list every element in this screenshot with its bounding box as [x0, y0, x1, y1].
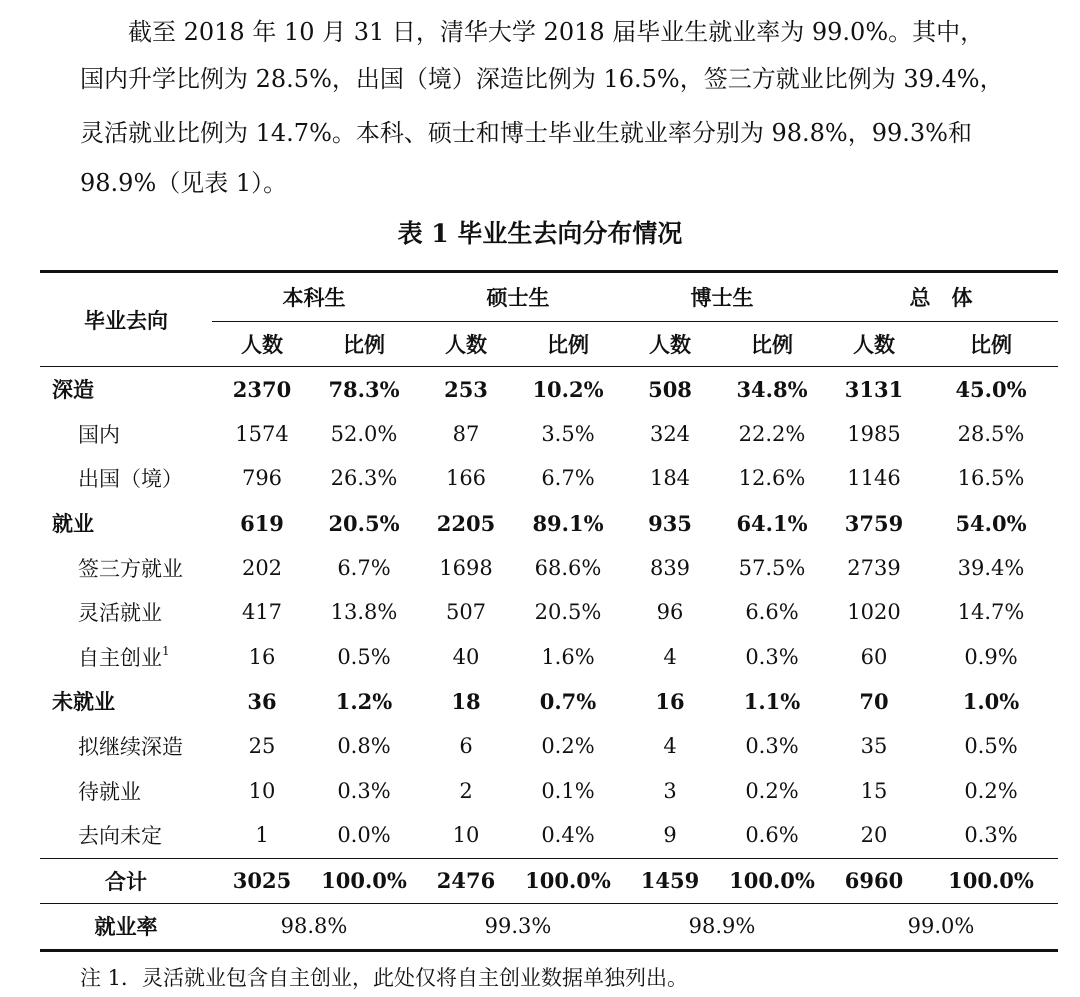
- table-cell: 0.5%: [337, 644, 391, 669]
- row-label: [40, 679, 212, 724]
- row-label: [40, 813, 212, 858]
- row-label-text: 就业: [52, 511, 94, 537]
- table-cell: 6.6%: [745, 600, 799, 625]
- table-cell: 4: [663, 644, 677, 669]
- row-label-text: 自主创业: [78, 645, 162, 670]
- table-cell: 0.6%: [745, 823, 799, 848]
- total-cell: 1459: [620, 858, 720, 904]
- table-cell: 3759: [844, 510, 904, 536]
- table-cell: 796: [241, 466, 283, 491]
- table-row: [40, 679, 1058, 724]
- count-header: 人数: [853, 332, 895, 357]
- table-cell: 64.1%: [736, 510, 808, 536]
- table-caption: 表 1 毕业生去向分布情况: [397, 219, 683, 248]
- table-cell: 184: [649, 466, 691, 491]
- table-row: [40, 813, 1058, 858]
- paragraph-line: 98.9%（见表 1）。: [80, 169, 288, 197]
- table-cell: 35: [860, 734, 888, 759]
- total-cell: 100.0%: [312, 858, 416, 904]
- table-cell: 1985: [847, 421, 901, 446]
- table-cell: 0.1%: [541, 778, 595, 803]
- row-label-text: 出国（境）: [78, 467, 183, 492]
- table-cell: 1020: [847, 600, 901, 625]
- group-header-overall: 总 体: [824, 272, 1058, 322]
- table-cell: 1.2%: [335, 688, 393, 714]
- table-cell: 22.2%: [738, 421, 806, 446]
- table-cell: 13.8%: [330, 600, 398, 625]
- table-row: [40, 501, 1058, 546]
- table-row: [40, 635, 1058, 680]
- table-cell: 6.7%: [541, 466, 595, 491]
- table-cell: 1698: [439, 555, 493, 580]
- row-label-text: 未就业: [52, 689, 115, 715]
- group-header-undergrad: 本科生: [212, 272, 416, 322]
- table-row: [40, 590, 1058, 635]
- table-cell: 15: [860, 778, 888, 803]
- table-cell: 202: [241, 555, 283, 580]
- table-cell: 0.2%: [541, 734, 595, 759]
- table-cell: 96: [656, 600, 684, 625]
- row-label-text: 签三方就业: [78, 556, 183, 581]
- row-label: [40, 456, 212, 501]
- count-header: 人数: [445, 332, 487, 357]
- row-label-text: 待就业: [78, 779, 141, 804]
- table-cell: 0.8%: [337, 734, 391, 759]
- row-label: [40, 501, 212, 546]
- table-cell: 10: [452, 823, 480, 848]
- table-cell: 935: [648, 510, 692, 536]
- table-cell: 12.6%: [738, 466, 806, 491]
- table-cell: 2370: [212, 367, 312, 412]
- table-cell: 54.0%: [955, 510, 1027, 536]
- table-cell: 0.7%: [539, 688, 597, 714]
- table-body: [40, 367, 1058, 859]
- table-cell: 40: [452, 644, 480, 669]
- rate-row: [40, 904, 1058, 951]
- row-label-text: 灵活就业: [78, 601, 162, 626]
- total-cell: 100.0%: [924, 858, 1058, 904]
- table-cell: 253: [416, 367, 516, 412]
- table-cell: 78.3%: [312, 367, 416, 412]
- row-label: [40, 635, 212, 680]
- table-cell: 34.8%: [720, 367, 824, 412]
- table-cell: 4: [663, 734, 677, 759]
- table-cell: 18: [451, 688, 481, 714]
- table-cell: 16: [655, 688, 685, 714]
- total-cell: 100.0%: [720, 858, 824, 904]
- table-cell: 20.5%: [328, 510, 400, 536]
- table-cell: 0.2%: [964, 778, 1018, 803]
- table-row: [40, 456, 1058, 501]
- table-cell: 45.0%: [924, 367, 1058, 412]
- paragraph-line: 截至 2018 年 10 月 31 日，清华大学 2018 届毕业生就业率为 99.0%。其中，: [128, 18, 985, 46]
- table-cell: 839: [649, 555, 691, 580]
- table-cell: 3.5%: [541, 421, 595, 446]
- footnote-marker: 1: [162, 643, 170, 658]
- table-cell: 1.1%: [743, 688, 801, 714]
- row-label: [40, 724, 212, 769]
- row-label: [40, 545, 212, 590]
- row-label: [40, 412, 212, 457]
- rate-cell: 99.3%: [416, 904, 620, 951]
- footnote: 注 1．灵活就业包含自主创业，此处仅将自主创业数据单独列出。: [80, 966, 689, 990]
- table-cell: 2205: [436, 510, 496, 536]
- table-cell: 89.1%: [532, 510, 604, 536]
- group-header-doctor: 博士生: [620, 272, 824, 322]
- table-cell: 507: [445, 600, 487, 625]
- table-cell: 52.0%: [330, 421, 398, 446]
- paragraph-line: 灵活就业比例为 14.7%。本科、硕士和博士毕业生就业率分别为 98.8%，99.3%和: [80, 119, 972, 147]
- table-row: [40, 768, 1058, 813]
- table-row: [40, 724, 1058, 769]
- table-cell: 0.9%: [964, 644, 1018, 669]
- table-cell: 10.2%: [516, 367, 620, 412]
- total-cell: 2476: [416, 858, 516, 904]
- table-cell: 0.4%: [541, 823, 595, 848]
- table-cell: 0.3%: [337, 778, 391, 803]
- table-cell: 3: [663, 778, 677, 803]
- count-header: 人数: [649, 332, 691, 357]
- count-header: 人数: [241, 332, 283, 357]
- total-cell: 6960: [824, 858, 924, 904]
- table-cell: 68.6%: [534, 555, 602, 580]
- table-cell: 1.6%: [541, 644, 595, 669]
- table-cell: 324: [649, 421, 691, 446]
- total-row: [40, 858, 1058, 904]
- table-cell: 417: [241, 600, 283, 625]
- row-label-text: 去向未定: [78, 824, 162, 849]
- table-cell: 2: [459, 778, 473, 803]
- table-cell: 6.7%: [337, 555, 391, 580]
- table-row: [40, 367, 1058, 412]
- table-cell: 10: [248, 778, 276, 803]
- table-cell: 1: [255, 823, 269, 848]
- table-cell: 26.3%: [330, 466, 398, 491]
- table-cell: 6: [459, 734, 473, 759]
- row-label: [40, 367, 212, 412]
- table-cell: 1146: [847, 466, 901, 491]
- table-cell: 16.5%: [957, 466, 1025, 491]
- ratio-header: 比例: [751, 332, 793, 357]
- rate-cell: 99.0%: [824, 904, 1058, 951]
- table-cell: 9: [663, 823, 677, 848]
- table-row: [40, 545, 1058, 590]
- table-cell: 57.5%: [738, 555, 806, 580]
- table-cell: 60: [860, 644, 888, 669]
- row-header-label: 毕业去向: [40, 272, 212, 367]
- table-cell: 0.3%: [745, 734, 799, 759]
- rate-label: 就业率: [40, 904, 212, 951]
- ratio-header: 比例: [547, 332, 589, 357]
- destination-table: [40, 270, 1058, 952]
- total-cell: 3025: [212, 858, 312, 904]
- table-cell: 0.0%: [337, 823, 391, 848]
- table-cell: 3131: [824, 367, 924, 412]
- table-cell: 0.2%: [745, 778, 799, 803]
- total-label: 合计: [40, 858, 212, 904]
- ratio-header: 比例: [970, 332, 1012, 357]
- row-label-text: 拟继续深造: [78, 735, 183, 760]
- table-cell: 39.4%: [957, 555, 1025, 580]
- ratio-header: 比例: [343, 332, 385, 357]
- paragraph-line: 国内升学比例为 28.5%，出国（境）深造比例为 16.5%，签三方就业比例为 39.4%，: [80, 65, 1004, 93]
- total-cell: 100.0%: [516, 858, 620, 904]
- table-cell: 0.3%: [964, 823, 1018, 848]
- table-cell: 36: [247, 688, 277, 714]
- table-cell: 70: [859, 688, 889, 714]
- table-cell: 16: [248, 644, 276, 669]
- table-cell: 20: [860, 823, 888, 848]
- table-cell: 1.0%: [962, 688, 1020, 714]
- table-cell: 0.5%: [964, 734, 1018, 759]
- table-cell: 166: [445, 466, 487, 491]
- table-cell: 2739: [847, 555, 901, 580]
- table-row: [40, 412, 1058, 457]
- table-cell: 20.5%: [534, 600, 602, 625]
- row-label-text: 国内: [78, 422, 120, 447]
- table-cell: 619: [240, 510, 284, 536]
- table-cell: 0.3%: [745, 644, 799, 669]
- rate-cell: 98.8%: [212, 904, 416, 951]
- table-cell: 14.7%: [957, 600, 1025, 625]
- table-cell: 508: [620, 367, 720, 412]
- table-cell: 25: [248, 734, 276, 759]
- group-header-master: 硕士生: [416, 272, 620, 322]
- row-label-text: 深造: [52, 377, 94, 403]
- table-cell: 1574: [235, 421, 289, 446]
- row-label: [40, 590, 212, 635]
- row-label: [40, 768, 212, 813]
- table-cell: 87: [452, 421, 480, 446]
- rate-cell: 98.9%: [620, 904, 824, 951]
- table-cell: 28.5%: [957, 421, 1025, 446]
